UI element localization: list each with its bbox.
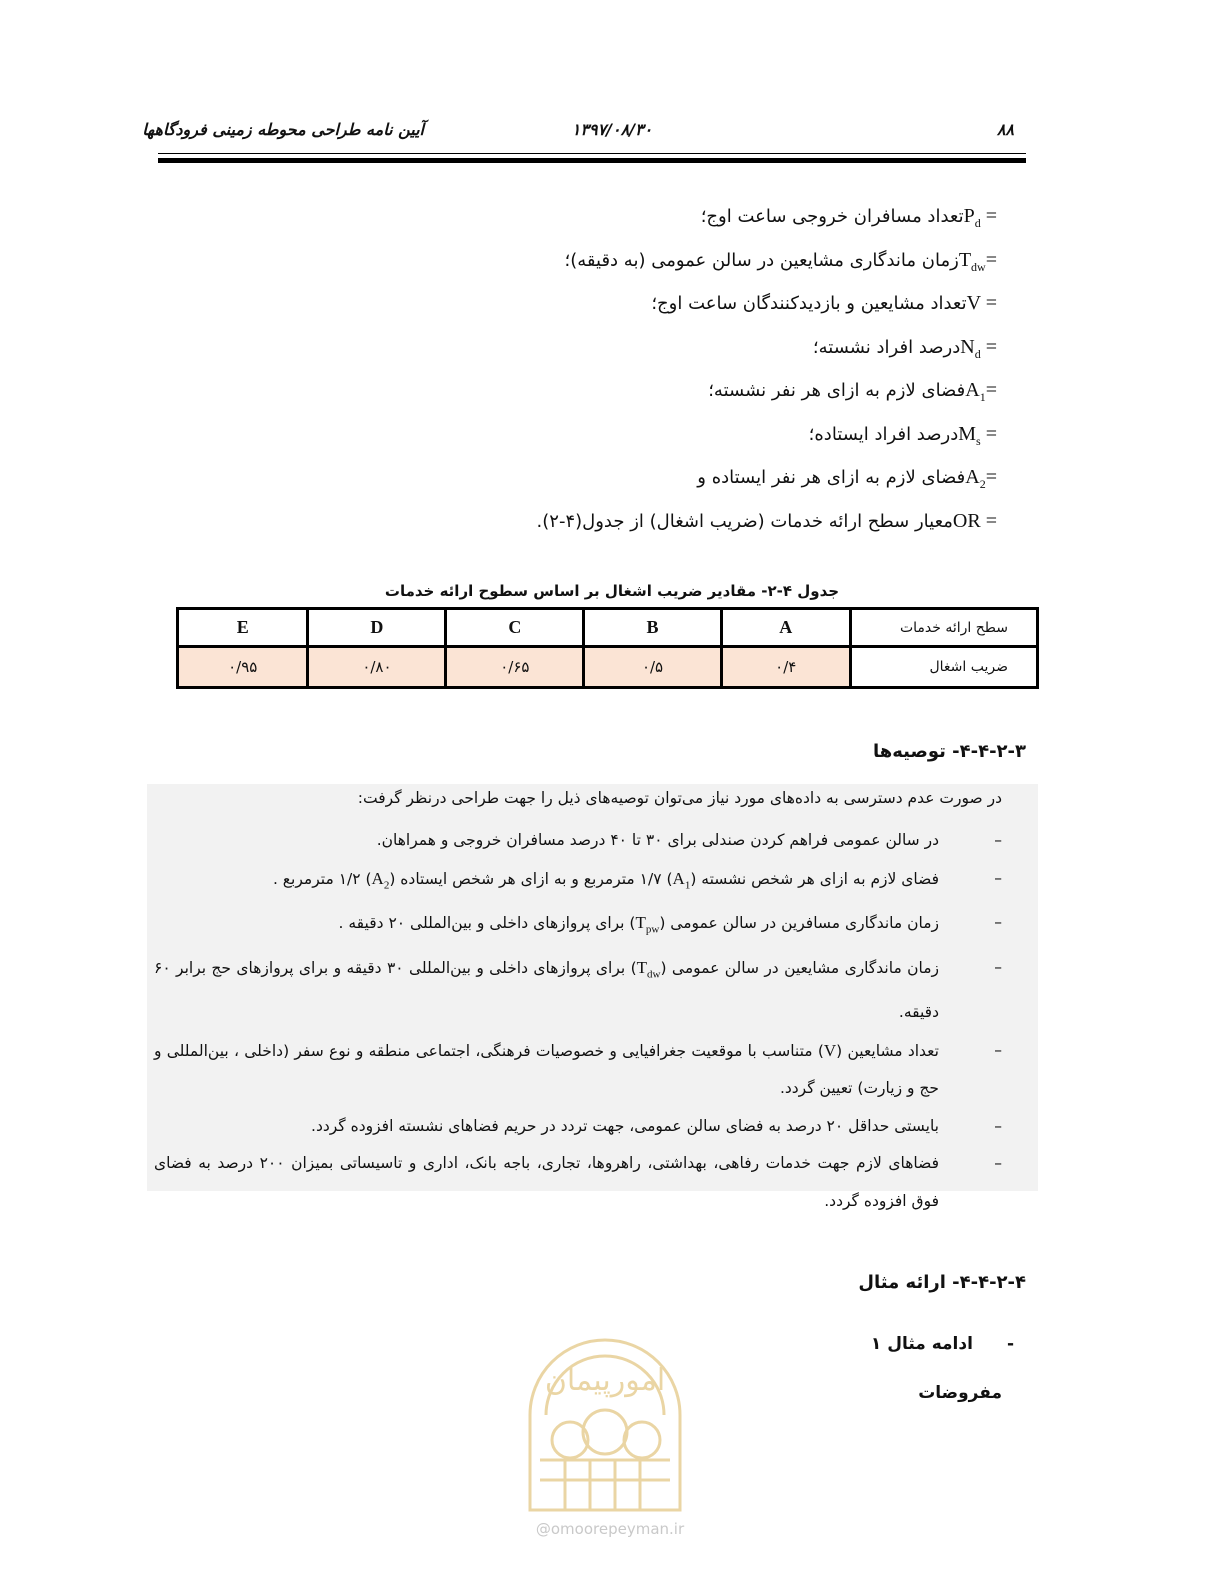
definitions-list	[442, 200, 1002, 548]
recommendations-list	[154, 822, 1002, 1220]
list-item: – تعداد مشایعین (V) متناسب با موقعیت جغرافیایی و خصوصیات فرهنگی، اجتماعی منطقه و نوع سفر (داخلی ، بین‌المللی و حج و زیارت) تعیین گردد.	[154, 1032, 1002, 1108]
definition-item: V = تعداد مشایعین و بازدیدکنندگان ساعت اوج؛	[651, 292, 1002, 314]
occupancy-table	[176, 607, 1039, 689]
definition-item: $M_s$ = درصد افراد ایستاده؛	[808, 422, 1002, 448]
bullet-dash: –	[994, 1116, 1002, 1135]
definition-item: $P_d$ = تعداد مسافران خروجی ساعت اوج؛	[700, 205, 1002, 230]
table-row-label: ضریب اشغال	[850, 647, 1037, 688]
watermark-seal-icon	[510, 1320, 700, 1520]
header-title: آیین نامه طراحی محوطه زمینی فرودگاهها	[142, 120, 424, 139]
example-subheading: مفروضات	[918, 1383, 1002, 1403]
example-item-label: ادامه مثال ۱	[870, 1334, 973, 1354]
table-cell: C	[446, 609, 584, 647]
definition-item: $T_{dw}=$ زمان ماندگاری مشایعین در سالن عمومی (به دقیقه)؛	[564, 248, 1002, 274]
table-caption: جدول ۴-۲- مقادیر ضریب اشغال بر اساس سطوح ارائه خدمات	[384, 582, 840, 600]
page-number: ۸۸	[996, 120, 1014, 139]
bullet-dash: –	[994, 958, 1002, 977]
list-item: – فضای لازم به ازای هر شخص نشسته $(A_1)$ ۱/۷ مترمربع و به ازای هر شخص ایستاده $(A_2)$ ۱/۲ مترمربع .	[154, 860, 1002, 905]
watermark-logo	[510, 1320, 700, 1520]
definition-item: $A_2=$ فضای لازم به ازای هر نفر ایستاده و	[697, 466, 1002, 491]
table-cell: ۰/۹۵	[178, 647, 308, 688]
bullet-dash: –	[994, 913, 1002, 932]
definition-item: OR = معیار سطح ارائه خدمات (ضریب اشغال) از جدول(۴-۲).	[536, 509, 1002, 532]
list-item: – زمان ماندگاری مسافرین در سالن عمومی $(T_{pw})$ برای پروازهای داخلی و بین‌المللی ۲۰ دقیقه .	[154, 904, 1002, 949]
table-cell: B	[584, 609, 721, 647]
example-item	[871, 1334, 1014, 1354]
table-cell: E	[178, 609, 308, 647]
definition-item: $A_1=$ فضای لازم به ازای هر نفر نشسته؛	[708, 379, 1002, 404]
table-cell: ۰/۶۵	[446, 647, 584, 688]
svg-text:امورپیمان: امورپیمان	[544, 1363, 666, 1398]
recommendations-intro: در صورت عدم دسترسی به داده‌های مورد نیاز می‌توان توصیه‌های ذیل را جهت طراحی درنظر گرفت:	[357, 789, 1002, 807]
bullet-dash: –	[994, 868, 1002, 887]
header-rule-thick	[158, 158, 1026, 163]
bullet-dash: –	[994, 831, 1002, 849]
header-rule-thin	[158, 153, 1026, 154]
table-cell: A	[721, 609, 850, 647]
table-cell: ۰/۵	[584, 647, 721, 688]
table-row	[178, 609, 1038, 647]
section-heading-example: ۴-۴-۲-۴- ارائه مثال	[858, 1272, 1026, 1293]
bullet-dash: –	[994, 1040, 1002, 1059]
bullet-dash: –	[994, 1154, 1002, 1173]
list-item: – در سالن عمومی فراهم کردن صندلی برای ۳۰ تا ۴۰ درصد مسافران خروجی و همراهان.	[154, 822, 1002, 860]
table-cell: D	[308, 609, 446, 647]
table-row-label: سطح ارائه خدمات	[850, 609, 1037, 647]
list-item: – فضاهای لازم جهت خدمات رفاهی، بهداشتی، راهروها، تجاری، باجه بانک، اداری و تاسیساتی بمیزان ۲۰۰ درصد به فضای فوق افزوده گردد.	[154, 1145, 1002, 1220]
example-item-dash: -	[1006, 1334, 1014, 1354]
definition-item: $N_d$ = درصد افراد نشسته؛	[812, 335, 1002, 361]
table-cell: ۰/۴	[721, 647, 850, 688]
list-item: – زمان ماندگاری مشایعین در سالن عمومی $(T_{dw})$ برای پروازهای داخلی و بین‌المللی ۳۰ دقیقه و برای پروازهای حج برابر ۶۰ دقیقه.	[154, 949, 1002, 1031]
watermark-url: @omoorepeyman.ir	[535, 1520, 685, 1538]
table-cell: ۰/۸۰	[308, 647, 446, 688]
header-date: ۱۳۹۷/۰۸/۳۰	[571, 120, 653, 139]
list-item: – بایستی حداقل ۲۰ درصد به فضای سالن عمومی، جهت تردد در حریم فضاهای نشسته افزوده گردد.	[154, 1108, 1002, 1146]
section-heading-recommendations: ۴-۴-۲-۳- توصیه‌ها	[872, 741, 1026, 762]
table-row	[178, 647, 1038, 688]
